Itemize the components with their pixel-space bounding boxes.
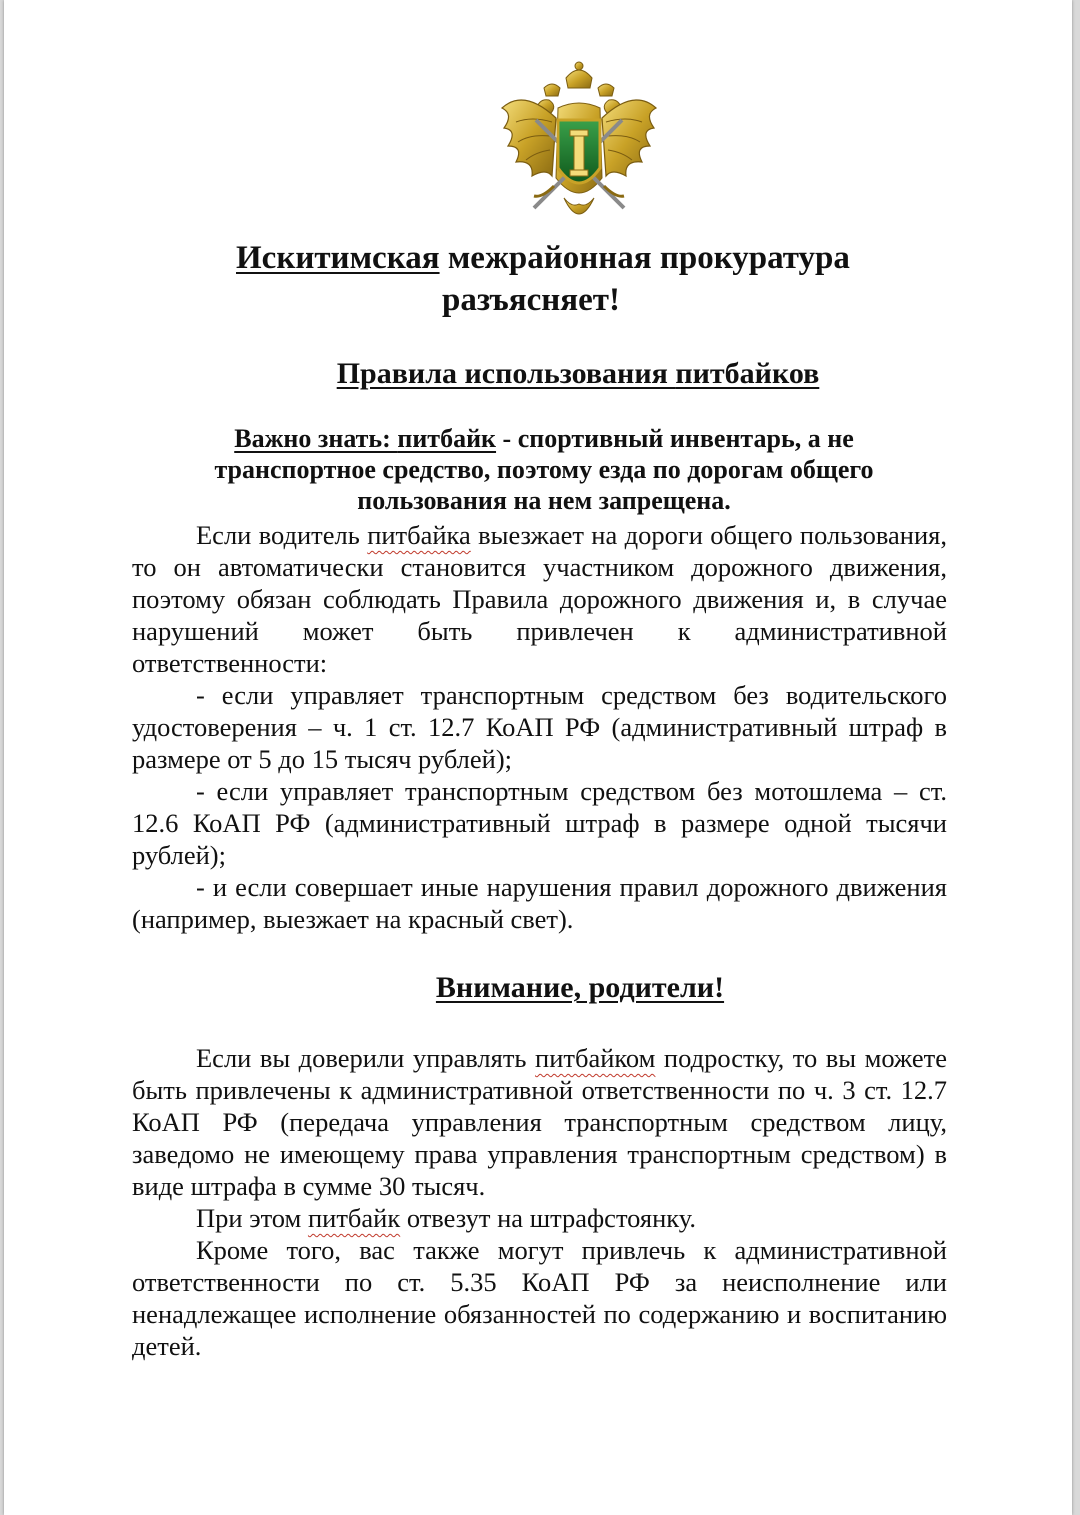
org-name-part1: Искитимская — [236, 240, 440, 276]
paragraph: Кроме того, вас также могут привлечь к административной ответственности по ст. 5.35 КоАП РФ за неисполнение или ненадлежащее исполнение обязанностей по содержанию и воспитанию детей. — [132, 1235, 947, 1361]
paragraph — [132, 1042, 947, 1202]
parents-heading — [46, 970, 1080, 1006]
rules-heading — [44, 356, 1080, 392]
body-block-1 — [132, 519, 947, 935]
paragraph-pitbike-word: питбайк — [307, 1203, 401, 1233]
important-label: Важно знать: — [234, 424, 398, 453]
body-block-2 — [132, 1042, 947, 1362]
prosecutor-emblem-icon — [494, 58, 664, 238]
paragraph-text: Если вы доверили управлять — [196, 1043, 536, 1073]
parents-heading-text: Внимание, родители! — [435, 971, 725, 1004]
paragraph-pitbike-word: питбайком — [535, 1043, 656, 1073]
paragraph: - если управляет транспортным средством без мотошлема – ст. 12.6 КоАП РФ (административный штраф в размере одной тысячи рублей); — [132, 776, 947, 870]
paragraph-text: Если водитель — [196, 520, 368, 550]
paragraph-text: При этом — [196, 1203, 308, 1233]
paragraph-text: отвезут на штрафстоянку. — [400, 1203, 697, 1233]
paragraph-text: подростку, то вы можете быть привлечены к административной ответственности по ч. 3 ст. 12.7 КоАП РФ (передача управления транспортным средством лицу, заведомо не имеющему права управления транспортным средством) в виде штрафа в сумме 30 тысяч. — [132, 1043, 947, 1201]
paragraph-pitbike-word: питбайка — [367, 520, 471, 550]
paragraph-text: выезжает на дороги общего пользования, то он автоматически становится участником дорожного движения, поэтому обязан соблюдать Правила дорожного движения и, в случае нарушений может быть привлечен к административной ответственности: — [132, 520, 947, 678]
paragraph — [132, 519, 947, 679]
org-name-part2: межрайонная прокуратура — [439, 240, 850, 276]
important-pitbike-word: питбайк — [397, 424, 497, 453]
paragraph: - и если совершает иные нарушения правил дорожного движения (например, выезжает на красный свет). — [132, 872, 947, 934]
important-text: - спортивный инвентарь, а не транспортное средство, поэтому езда по дорогам общего пользования на нем запрещена. — [214, 424, 874, 515]
document-page — [4, 0, 1072, 1515]
paragraph — [132, 1202, 947, 1234]
rules-heading-part2: питбайков — [675, 357, 820, 390]
org-title-line2: разъясняет! — [442, 282, 621, 318]
important-notice — [164, 423, 924, 516]
paragraph: - если управляет транспортным средством без водительского удостоверения – ч. 1 ст. 12.7 КоАП РФ (административный штраф в размере от 5 до 15 тысяч рублей); — [132, 680, 947, 774]
org-title-line1 — [4, 238, 1072, 278]
rules-heading-part1: Правила использования — [336, 357, 676, 390]
